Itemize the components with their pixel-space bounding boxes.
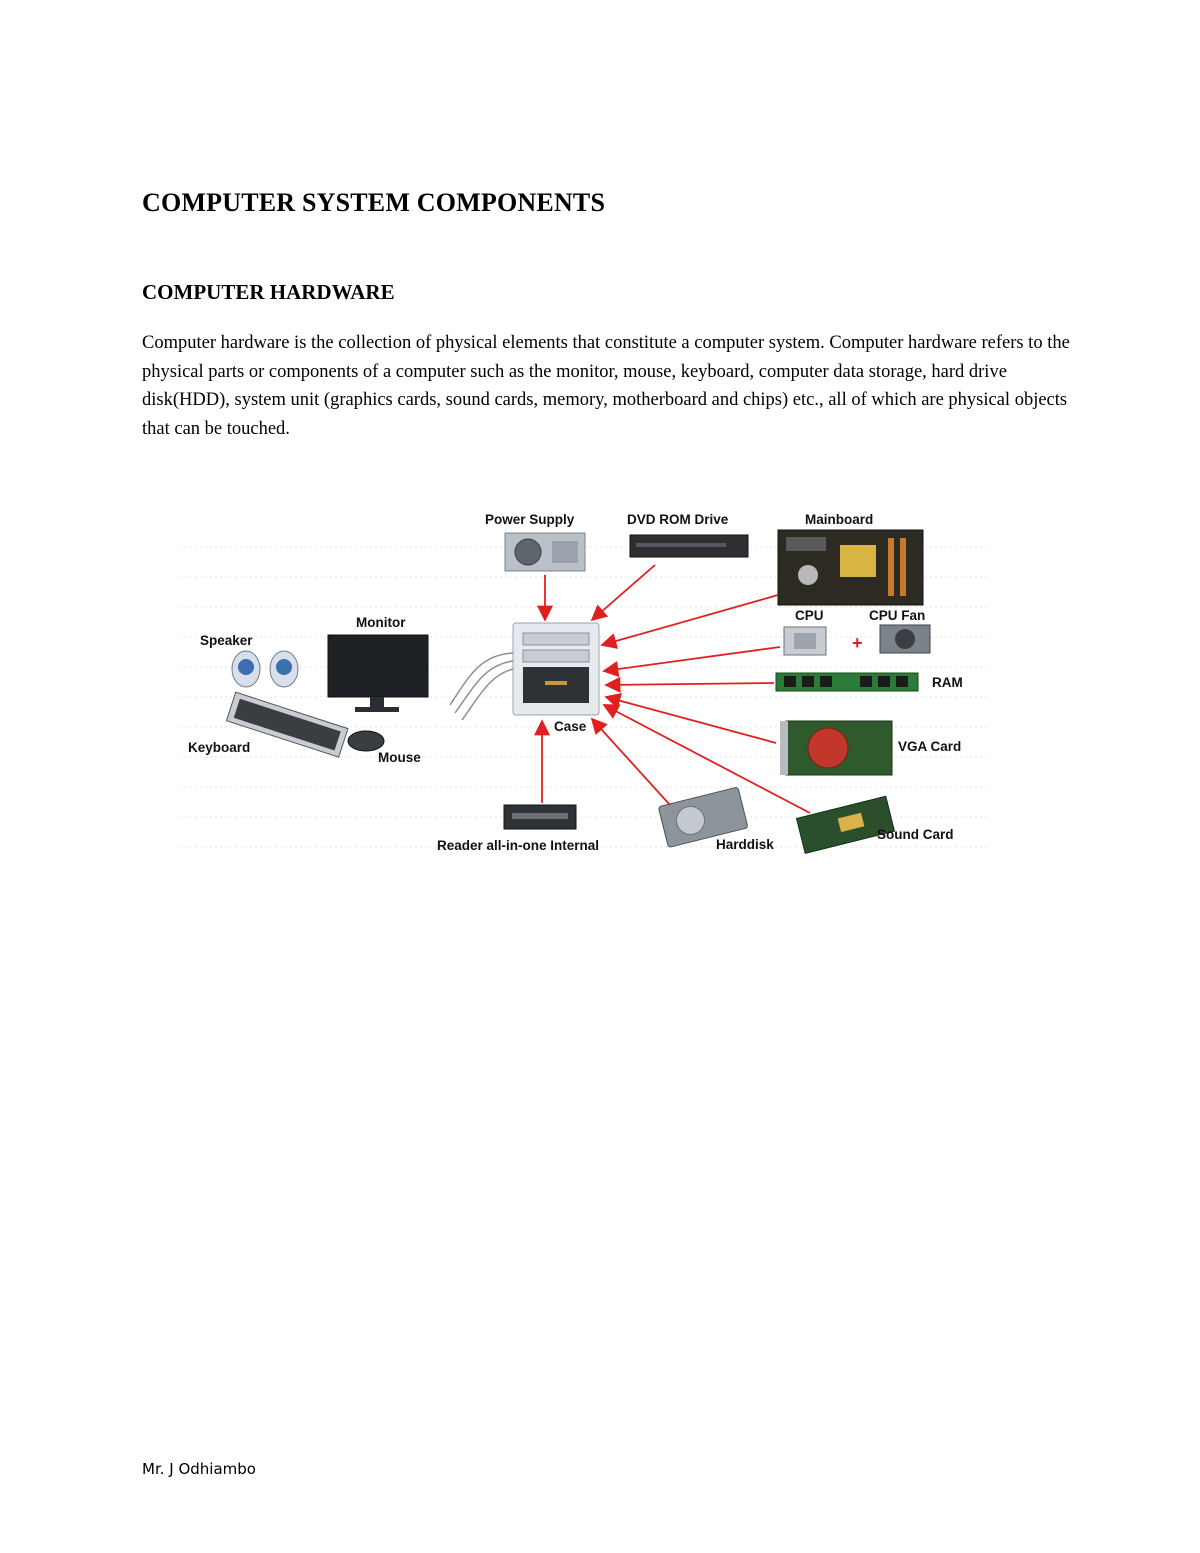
hardware-components-diagram xyxy=(180,505,990,855)
mainboard-image xyxy=(778,530,923,605)
speaker-label: Speaker xyxy=(200,633,253,648)
power-supply-label: Power Supply xyxy=(485,512,575,527)
vga-card-label: VGA Card xyxy=(898,739,962,754)
cpu-image xyxy=(784,627,826,655)
card-reader-image xyxy=(504,805,576,829)
ram-label: RAM xyxy=(932,675,963,690)
cables xyxy=(450,653,513,720)
dvd-rom-label: DVD ROM Drive xyxy=(627,512,729,527)
speaker-image xyxy=(232,651,298,687)
vga-card-image xyxy=(780,721,892,775)
dvd-drive-image xyxy=(630,535,748,557)
power-supply-image xyxy=(505,533,585,571)
footer-author: Mr. J Odhiambo xyxy=(142,1460,256,1478)
sound-card-image xyxy=(796,796,894,853)
monitor-image xyxy=(328,635,428,712)
case-label: Case xyxy=(554,719,587,734)
cpu-fan-label: CPU Fan xyxy=(869,608,926,623)
mouse-label: Mouse xyxy=(378,750,421,765)
ram-image xyxy=(776,673,918,691)
page-title: COMPUTER SYSTEM COMPONENTS xyxy=(142,188,606,217)
keyboard-label: Keyboard xyxy=(188,740,251,755)
mainboard-label: Mainboard xyxy=(805,512,874,527)
monitor-label: Monitor xyxy=(356,615,406,630)
case-image xyxy=(513,623,599,715)
harddisk-label: Harddisk xyxy=(716,837,774,852)
body-paragraph: Computer hardware is the collection of physical elements that constitute a computer system. Computer hardware refers to the physical parts or components of a computer such as the monitor, mouse, keyboard, computer data storage, hard drive disk(HDD), system unit (graphics cards, sound cards, memory, motherboard and chips) etc., all of which are physical objects that can be touched. xyxy=(142,333,1070,439)
section-heading: COMPUTER HARDWARE xyxy=(142,280,395,304)
cpu-label: CPU xyxy=(795,608,824,623)
plus-sign: + xyxy=(852,633,863,653)
reader-label: Reader all-in-one Internal xyxy=(437,838,600,853)
diagram-svg xyxy=(180,505,990,855)
mouse-image xyxy=(348,731,384,751)
sound-card-label: Sound Card xyxy=(877,827,954,842)
cpu-fan-image xyxy=(880,625,930,653)
